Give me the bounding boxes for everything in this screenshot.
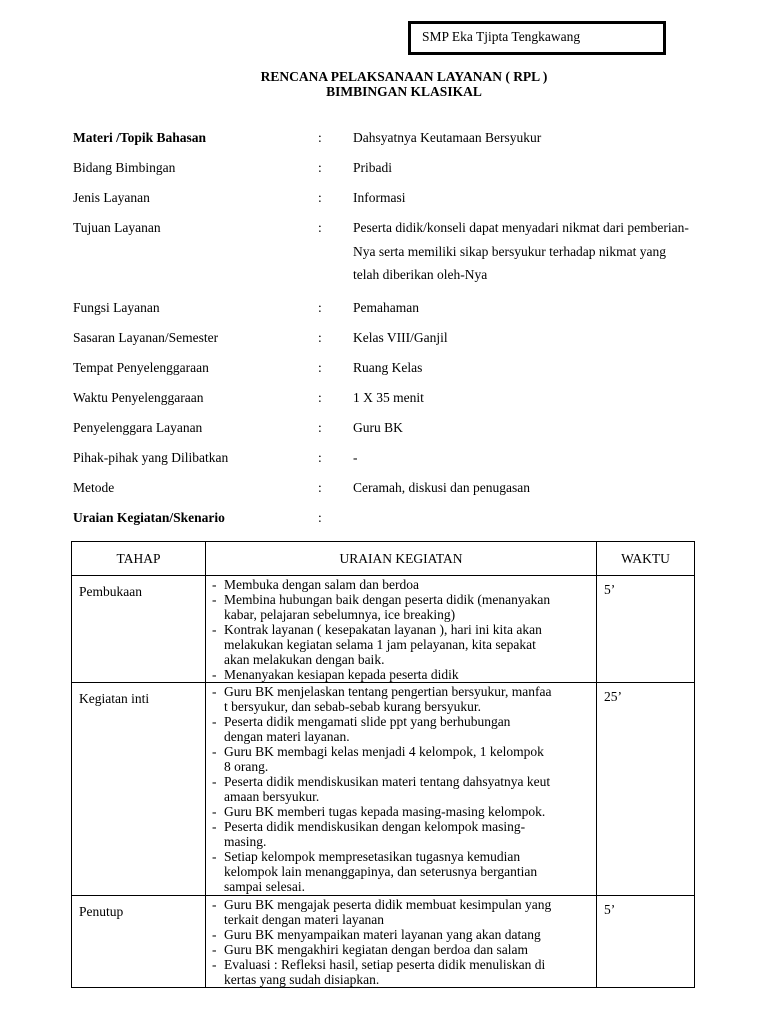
list-item-line: melakukan kegiatan selama 1 jam pelayanan, kita sepakat bbox=[224, 637, 536, 652]
info-colon: : bbox=[318, 390, 322, 405]
info-value: Ceramah, diskusi dan penugasan bbox=[353, 480, 530, 495]
list-item-line: terkait dengan materi layanan bbox=[224, 912, 385, 927]
list-item-line: t bersyukur, dan sebab-sebab kurang bersyukur. bbox=[224, 699, 482, 714]
list-item bbox=[210, 744, 592, 774]
school-name-box bbox=[408, 21, 666, 55]
info-label: Materi /Topik Bahasan bbox=[73, 130, 207, 145]
time-cell: 5’ bbox=[597, 896, 695, 988]
list-item-line: - Membuka dengan salam dan berdoa bbox=[224, 577, 419, 592]
info-colon: : bbox=[318, 330, 322, 345]
stage-cell: Kegiatan inti bbox=[72, 683, 206, 896]
info-label: Tempat Penyelenggaraan bbox=[73, 360, 209, 375]
list-item-line: kelompok lain menanggapinya, dan seterusnya bergantian bbox=[224, 864, 538, 879]
list-item-line: - Guru BK membagi kelas menjadi 4 kelompok, 1 kelompok bbox=[224, 744, 544, 759]
list-item-line: sampai selesai. bbox=[224, 879, 305, 894]
list-item-line: - Guru BK menjelaskan tentang pengertian bersyukur, manfaa bbox=[224, 684, 552, 699]
list-item-line: - Guru BK memberi tugas kepada masing-masing kelompok. bbox=[224, 804, 546, 819]
list-item-line: 8 orang. bbox=[224, 759, 269, 774]
list-item bbox=[210, 667, 592, 682]
table-body bbox=[72, 576, 695, 988]
info-colon: : bbox=[318, 360, 322, 375]
info-colon: : bbox=[318, 300, 322, 315]
list-item bbox=[210, 927, 592, 942]
time-cell: 25’ bbox=[597, 683, 695, 896]
list-item-line: - Peserta didik mendiskusikan materi tentang dahsyatnya keut bbox=[224, 774, 551, 789]
list-item-line: - Menanyakan kesiapan kepada peserta didik bbox=[224, 667, 459, 682]
info-value: Dahsyatnya Keutamaan Bersyukur bbox=[353, 130, 542, 145]
info-value: Pemahaman bbox=[353, 300, 419, 315]
info-colon: : bbox=[318, 160, 322, 175]
info-colon: : bbox=[318, 190, 322, 205]
info-label: Uraian Kegiatan/Skenario bbox=[73, 510, 225, 525]
list-item-line: kabar, pelajaran sebelumnya, ice breaking) bbox=[224, 607, 456, 622]
list-item-line: - Peserta didik mengamati slide ppt yang berhubungan bbox=[224, 714, 511, 729]
list-item bbox=[210, 684, 592, 714]
activity-table bbox=[71, 541, 695, 988]
header-tahap: TAHAP bbox=[72, 542, 206, 576]
list-item-line: - Kontrak layanan ( kesepakatan layanan ), hari ini kita akan bbox=[224, 622, 542, 637]
list-item bbox=[210, 849, 592, 894]
info-value: Kelas VIII/Ganjil bbox=[353, 330, 448, 345]
info-colon: : bbox=[318, 420, 322, 435]
info-value: Pribadi bbox=[353, 160, 392, 175]
info-label: Sasaran Layanan/Semester bbox=[73, 330, 219, 345]
list-item-line: - Evaluasi : Refleksi hasil, setiap peserta didik menuliskan di bbox=[224, 957, 546, 972]
info-value bbox=[353, 216, 743, 287]
info-label: Fungsi Layanan bbox=[73, 300, 160, 315]
info-value: 1 X 35 menit bbox=[353, 390, 424, 405]
info-label: Pihak-pihak yang Dilibatkan bbox=[73, 450, 229, 465]
list-item-line: - Peserta didik mendiskusikan dengan kelompok masing- bbox=[224, 819, 526, 834]
list-item bbox=[210, 804, 592, 819]
activity-list bbox=[210, 577, 592, 682]
activity-cell bbox=[206, 576, 597, 683]
info-value: Ruang Kelas bbox=[353, 360, 423, 375]
list-item-line: kertas yang sudah disiapkan. bbox=[224, 972, 380, 987]
list-item-line: amaan bersyukur. bbox=[224, 789, 320, 804]
list-item bbox=[210, 714, 592, 744]
info-value: Guru BK bbox=[353, 420, 403, 435]
list-item bbox=[210, 622, 592, 667]
activity-cell bbox=[206, 896, 597, 988]
list-item bbox=[210, 942, 592, 957]
table-row bbox=[72, 576, 695, 683]
list-item bbox=[210, 819, 592, 849]
info-label: Penyelenggara Layanan bbox=[73, 420, 203, 435]
list-item-line: masing. bbox=[224, 834, 267, 849]
info-colon: : bbox=[318, 130, 322, 145]
table-row bbox=[72, 896, 695, 988]
list-item-line: - Guru BK menyampaikan materi layanan yang akan datang bbox=[224, 927, 541, 942]
activity-cell bbox=[206, 683, 597, 896]
list-item bbox=[210, 577, 592, 592]
info-value: - bbox=[353, 450, 358, 465]
list-item-line: - Membina hubungan baik dengan peserta didik (menanyakan bbox=[224, 592, 551, 607]
info-label: Metode bbox=[73, 480, 115, 495]
time-cell: 5’ bbox=[597, 576, 695, 683]
info-colon: : bbox=[318, 510, 322, 525]
info-colon: : bbox=[318, 480, 322, 495]
list-item-line: - Guru BK mengajak peserta didik membuat kesimpulan yang bbox=[224, 897, 552, 912]
list-item-line: dengan materi layanan. bbox=[224, 729, 350, 744]
info-value-line: Peserta didik/konseli dapat menyadari nikmat dari pemberian- bbox=[353, 220, 689, 235]
activity-list bbox=[210, 897, 592, 987]
table-row bbox=[72, 683, 695, 896]
school-name: SMP Eka Tjipta Tengkawang bbox=[422, 29, 581, 44]
info-value: Informasi bbox=[353, 190, 406, 205]
info-label: Jenis Layanan bbox=[73, 190, 150, 205]
table-header-row bbox=[72, 542, 695, 576]
document-subtitle: BIMBINGAN KLASIKAL bbox=[326, 84, 482, 99]
info-value-line: Nya serta memiliki sikap bersyukur terhadap nikmat yang bbox=[353, 243, 667, 259]
info-colon: : bbox=[318, 450, 322, 465]
list-item-line: akan melakukan dengan baik. bbox=[224, 652, 385, 667]
list-item-line: - Setiap kelompok mempresetasikan tugasnya kemudian bbox=[224, 849, 521, 864]
info-colon: : bbox=[318, 220, 322, 235]
info-label: Tujuan Layanan bbox=[73, 220, 161, 235]
info-label: Waktu Penyelenggaraan bbox=[73, 390, 204, 405]
list-item-line: - Guru BK mengakhiri kegiatan dengan berdoa dan salam bbox=[224, 942, 529, 957]
header-uraian-kegiatan: URAIAN KEGIATAN bbox=[206, 542, 597, 576]
list-item bbox=[210, 957, 592, 987]
list-item bbox=[210, 774, 592, 804]
document-title: RENCANA PELAKSANAAN LAYANAN ( RPL ) bbox=[260, 69, 548, 84]
header-waktu: WAKTU bbox=[597, 542, 695, 576]
list-item bbox=[210, 897, 592, 927]
stage-cell: Penutup bbox=[72, 896, 206, 988]
list-item bbox=[210, 592, 592, 622]
stage-cell: Pembukaan bbox=[72, 576, 206, 683]
info-label: Bidang Bimbingan bbox=[73, 160, 176, 175]
info-value-line: telah diberikan oleh-Nya bbox=[353, 267, 488, 282]
activity-list bbox=[210, 684, 592, 894]
